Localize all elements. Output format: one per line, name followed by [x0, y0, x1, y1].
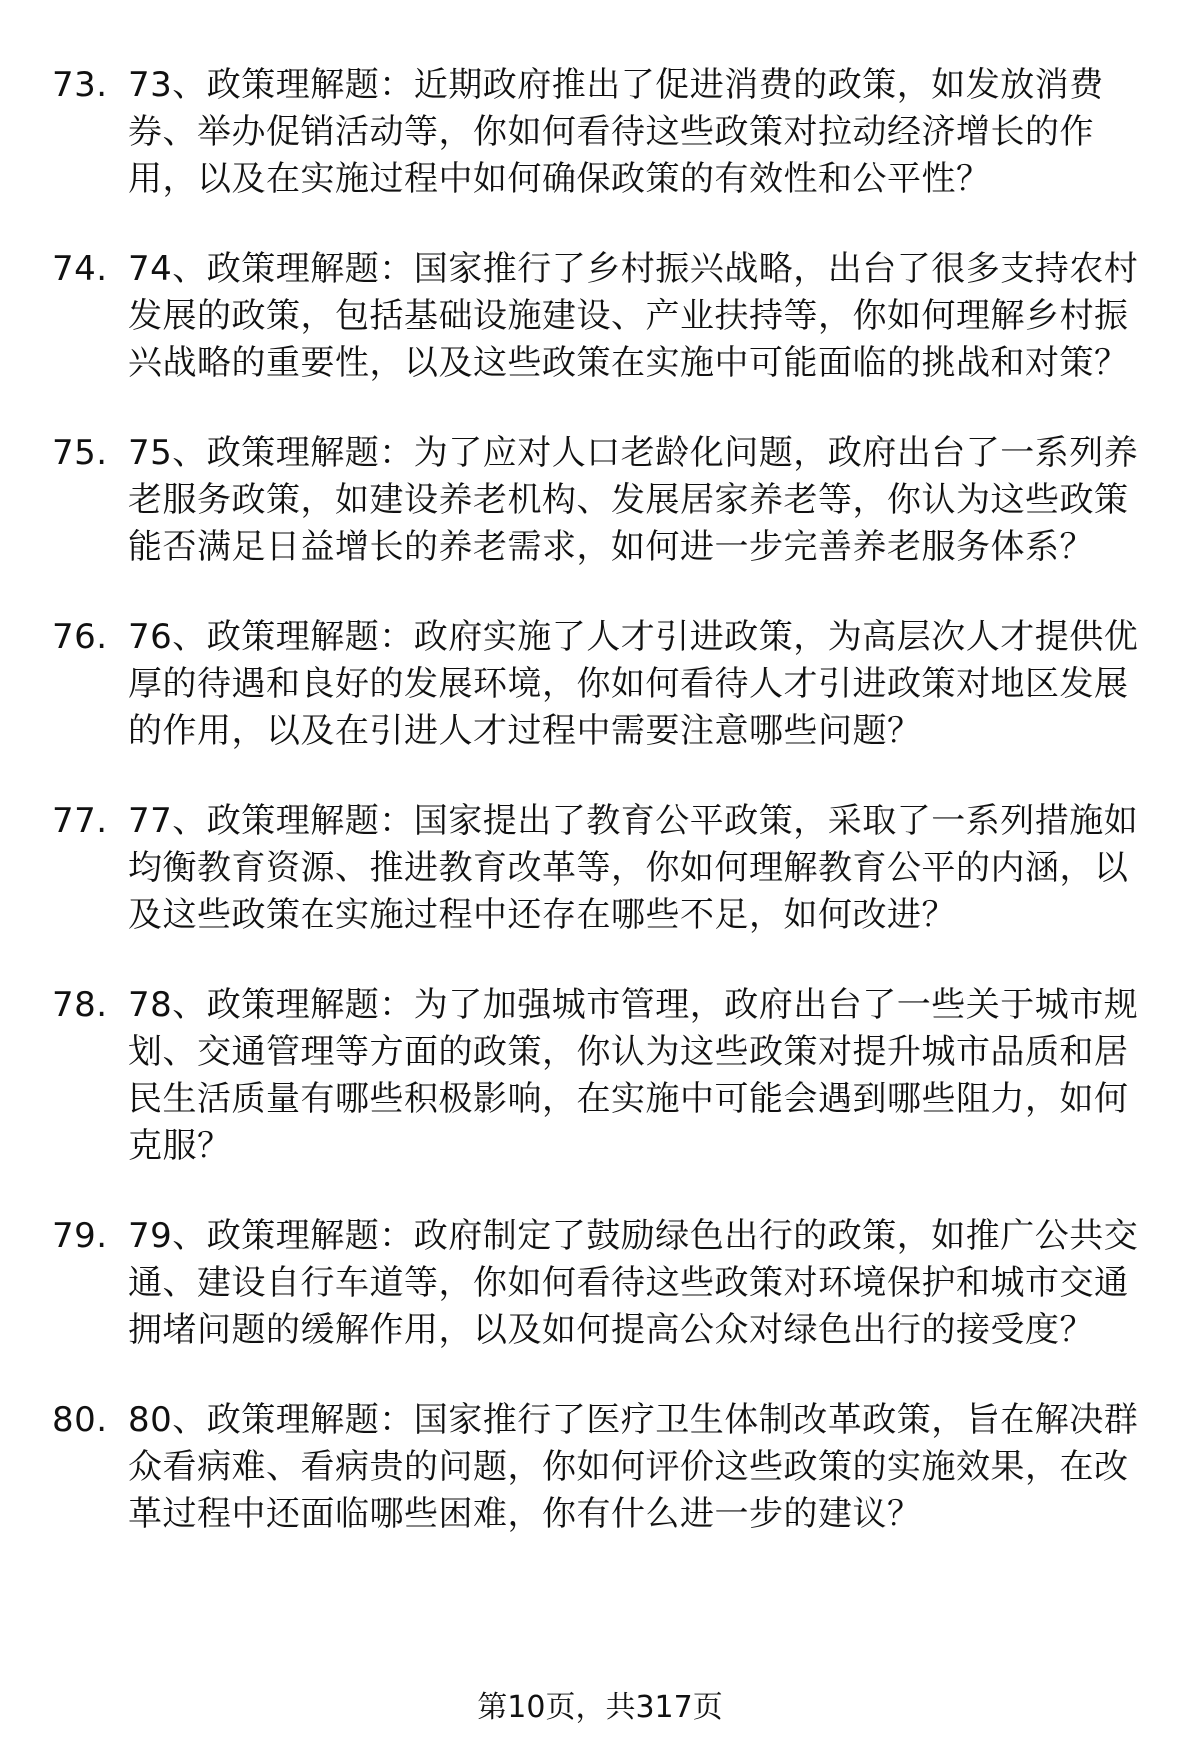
question-number: 78. [52, 985, 108, 1025]
question-text: 80、政策理解题：国家推行了医疗卫生体制改革政策，旨在解决群众看病难、看病贵的问题，你如何评价这些政策的实施效果，在改革过程中还面临哪些困难，你有什么进一步的建议？ [128, 1400, 1139, 1534]
question-text: 79、政策理解题：政府制定了鼓励绿色出行的政策，如推广公共交通、建设自行车道等，你如何看待这些政策对环境保护和城市交通拥堵问题的缓解作用，以及如何提高公众对绿色出行的接受度？ [128, 1216, 1139, 1350]
page-footer: 第10页，共317页 [477, 1690, 723, 1725]
list-item [0, 246, 1200, 387]
list-item [0, 430, 1200, 571]
question-number: 79. [52, 1216, 108, 1256]
question-text: 78、政策理解题：为了加强城市管理，政府出台了一些关于城市规划、交通管理等方面的政策，你认为这些政策对提升城市品质和居民生活质量有哪些积极影响，在实施中可能会遇到哪些阻力，如何克服？ [128, 985, 1139, 1166]
question-number: 74. [52, 249, 108, 289]
question-text: 73、政策理解题：近期政府推出了促进消费的政策，如发放消费券、举办促销活动等，你如何看待这些政策对拉动经济增长的作用，以及在实施过程中如何确保政策的有效性和公平性？ [128, 65, 1104, 199]
question-number: 75. [52, 433, 108, 473]
question-text: 75、政策理解题：为了应对人口老龄化问题，政府出台了一系列养老服务政策，如建设养老机构、发展居家养老等，你认为这些政策能否满足日益增长的养老需求，如何进一步完善养老服务体系？ [128, 433, 1139, 567]
question-list [0, 62, 1200, 1581]
list-item [0, 982, 1200, 1170]
list-item [0, 798, 1200, 939]
question-number: 80. [52, 1400, 108, 1440]
list-item [0, 62, 1200, 203]
question-text: 76、政策理解题：政府实施了人才引进政策，为高层次人才提供优厚的待遇和良好的发展环境，你如何看待人才引进政策对地区发展的作用，以及在引进人才过程中需要注意哪些问题？ [128, 617, 1139, 751]
list-item [0, 614, 1200, 755]
question-text: 74、政策理解题：国家推行了乡村振兴战略，出台了很多支持农村发展的政策，包括基础设施建设、产业扶持等，你如何理解乡村振兴战略的重要性，以及这些政策在实施中可能面临的挑战和对策？ [128, 249, 1139, 383]
question-number: 73. [52, 65, 108, 105]
question-number: 76. [52, 617, 108, 657]
question-number: 77. [52, 801, 108, 841]
question-text: 77、政策理解题：国家提出了教育公平政策，采取了一系列措施如均衡教育资源、推进教育改革等，你如何理解教育公平的内涵，以及这些政策在实施过程中还存在哪些不足，如何改进？ [128, 801, 1139, 935]
list-item [0, 1213, 1200, 1354]
list-item [0, 1397, 1200, 1538]
